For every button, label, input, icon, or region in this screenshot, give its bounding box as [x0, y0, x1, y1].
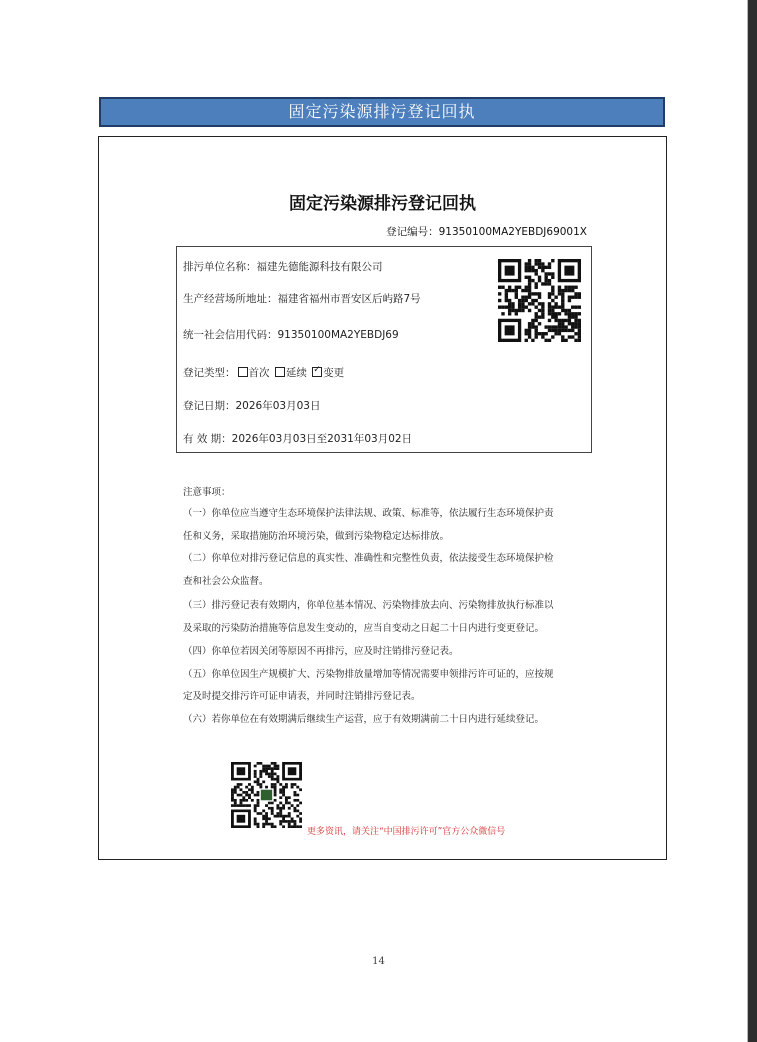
- registration-type: [183, 365, 344, 380]
- document-title: 固定污染源排污登记回执: [289, 194, 476, 214]
- option-extend: 延续: [285, 367, 307, 379]
- note-line: （三）排污登记表有效期内，你单位基本情况、污染物排放去向、污染物排放执行标准以: [183, 600, 554, 611]
- option-change: 变更: [323, 367, 345, 379]
- validity-period: 有 效 期：2026年03月03日至2031年03月02日: [183, 433, 413, 445]
- note-line: 及采取的污染防治措施等信息发生变动的，应当自变动之日起二十日内进行变更登记。: [183, 623, 545, 634]
- notes-title: 注意事项：: [183, 487, 231, 498]
- checkbox-change-checked-icon: [312, 367, 322, 377]
- note-line: （六）若你单位在有效期满后继续生产运营，应于有效期满前二十日内进行延续登记。: [183, 714, 545, 725]
- registration-number: 登记编号：91350100MA2YEBDJ69001X: [386, 226, 587, 238]
- note-line: （四）你单位若因关闭等原因不再排污，应及时注销排污登记表。: [183, 646, 459, 657]
- receipt-frame: [98, 136, 667, 860]
- unit-name: 排污单位名称：福建先德能源科技有限公司: [183, 261, 383, 273]
- checkbox-extend-icon: [275, 367, 285, 377]
- option-first: 首次: [248, 367, 270, 379]
- page-banner-title: 固定污染源排污登记回执: [99, 97, 665, 127]
- note-line: 任和义务，采取措施防治环境污染，做到污染物稳定达标排放。: [183, 531, 450, 542]
- wechat-notice: 更多资讯，请关注“中国排污许可”官方公众微信号: [307, 827, 506, 837]
- wechat-qr-code-icon: [231, 762, 302, 828]
- note-line: （一）你单位应当遵守生态环境保护法律法规、政策、标准等，依法履行生态环境保护责: [183, 508, 554, 519]
- registration-type-label: 登记类型：: [183, 367, 236, 379]
- note-line: 定及时提交排污许可证申请表，并同时注销排污登记表。: [183, 691, 421, 702]
- business-address: 生产经营场所地址：福建省福州市晋安区后屿路7号: [183, 293, 421, 305]
- scrollbar-track[interactable]: [748, 0, 757, 1042]
- note-line: （五）你单位因生产规模扩大、污染物排放量增加等情况需要申领排污许可证的，应按规: [183, 669, 554, 680]
- registration-qr-code-icon: [498, 259, 581, 342]
- note-line: （二）你单位对排污登记信息的真实性、准确性和完整性负责，依法接受生态环境保护检: [183, 553, 554, 564]
- registration-date: 登记日期：2026年03月03日: [183, 400, 321, 412]
- page-number: 14: [372, 956, 385, 967]
- checkbox-first-icon: [238, 367, 248, 377]
- note-line: 查和社会公众监督。: [183, 576, 269, 587]
- credit-code: 统一社会信用代码：91350100MA2YEBDJ69: [183, 329, 399, 341]
